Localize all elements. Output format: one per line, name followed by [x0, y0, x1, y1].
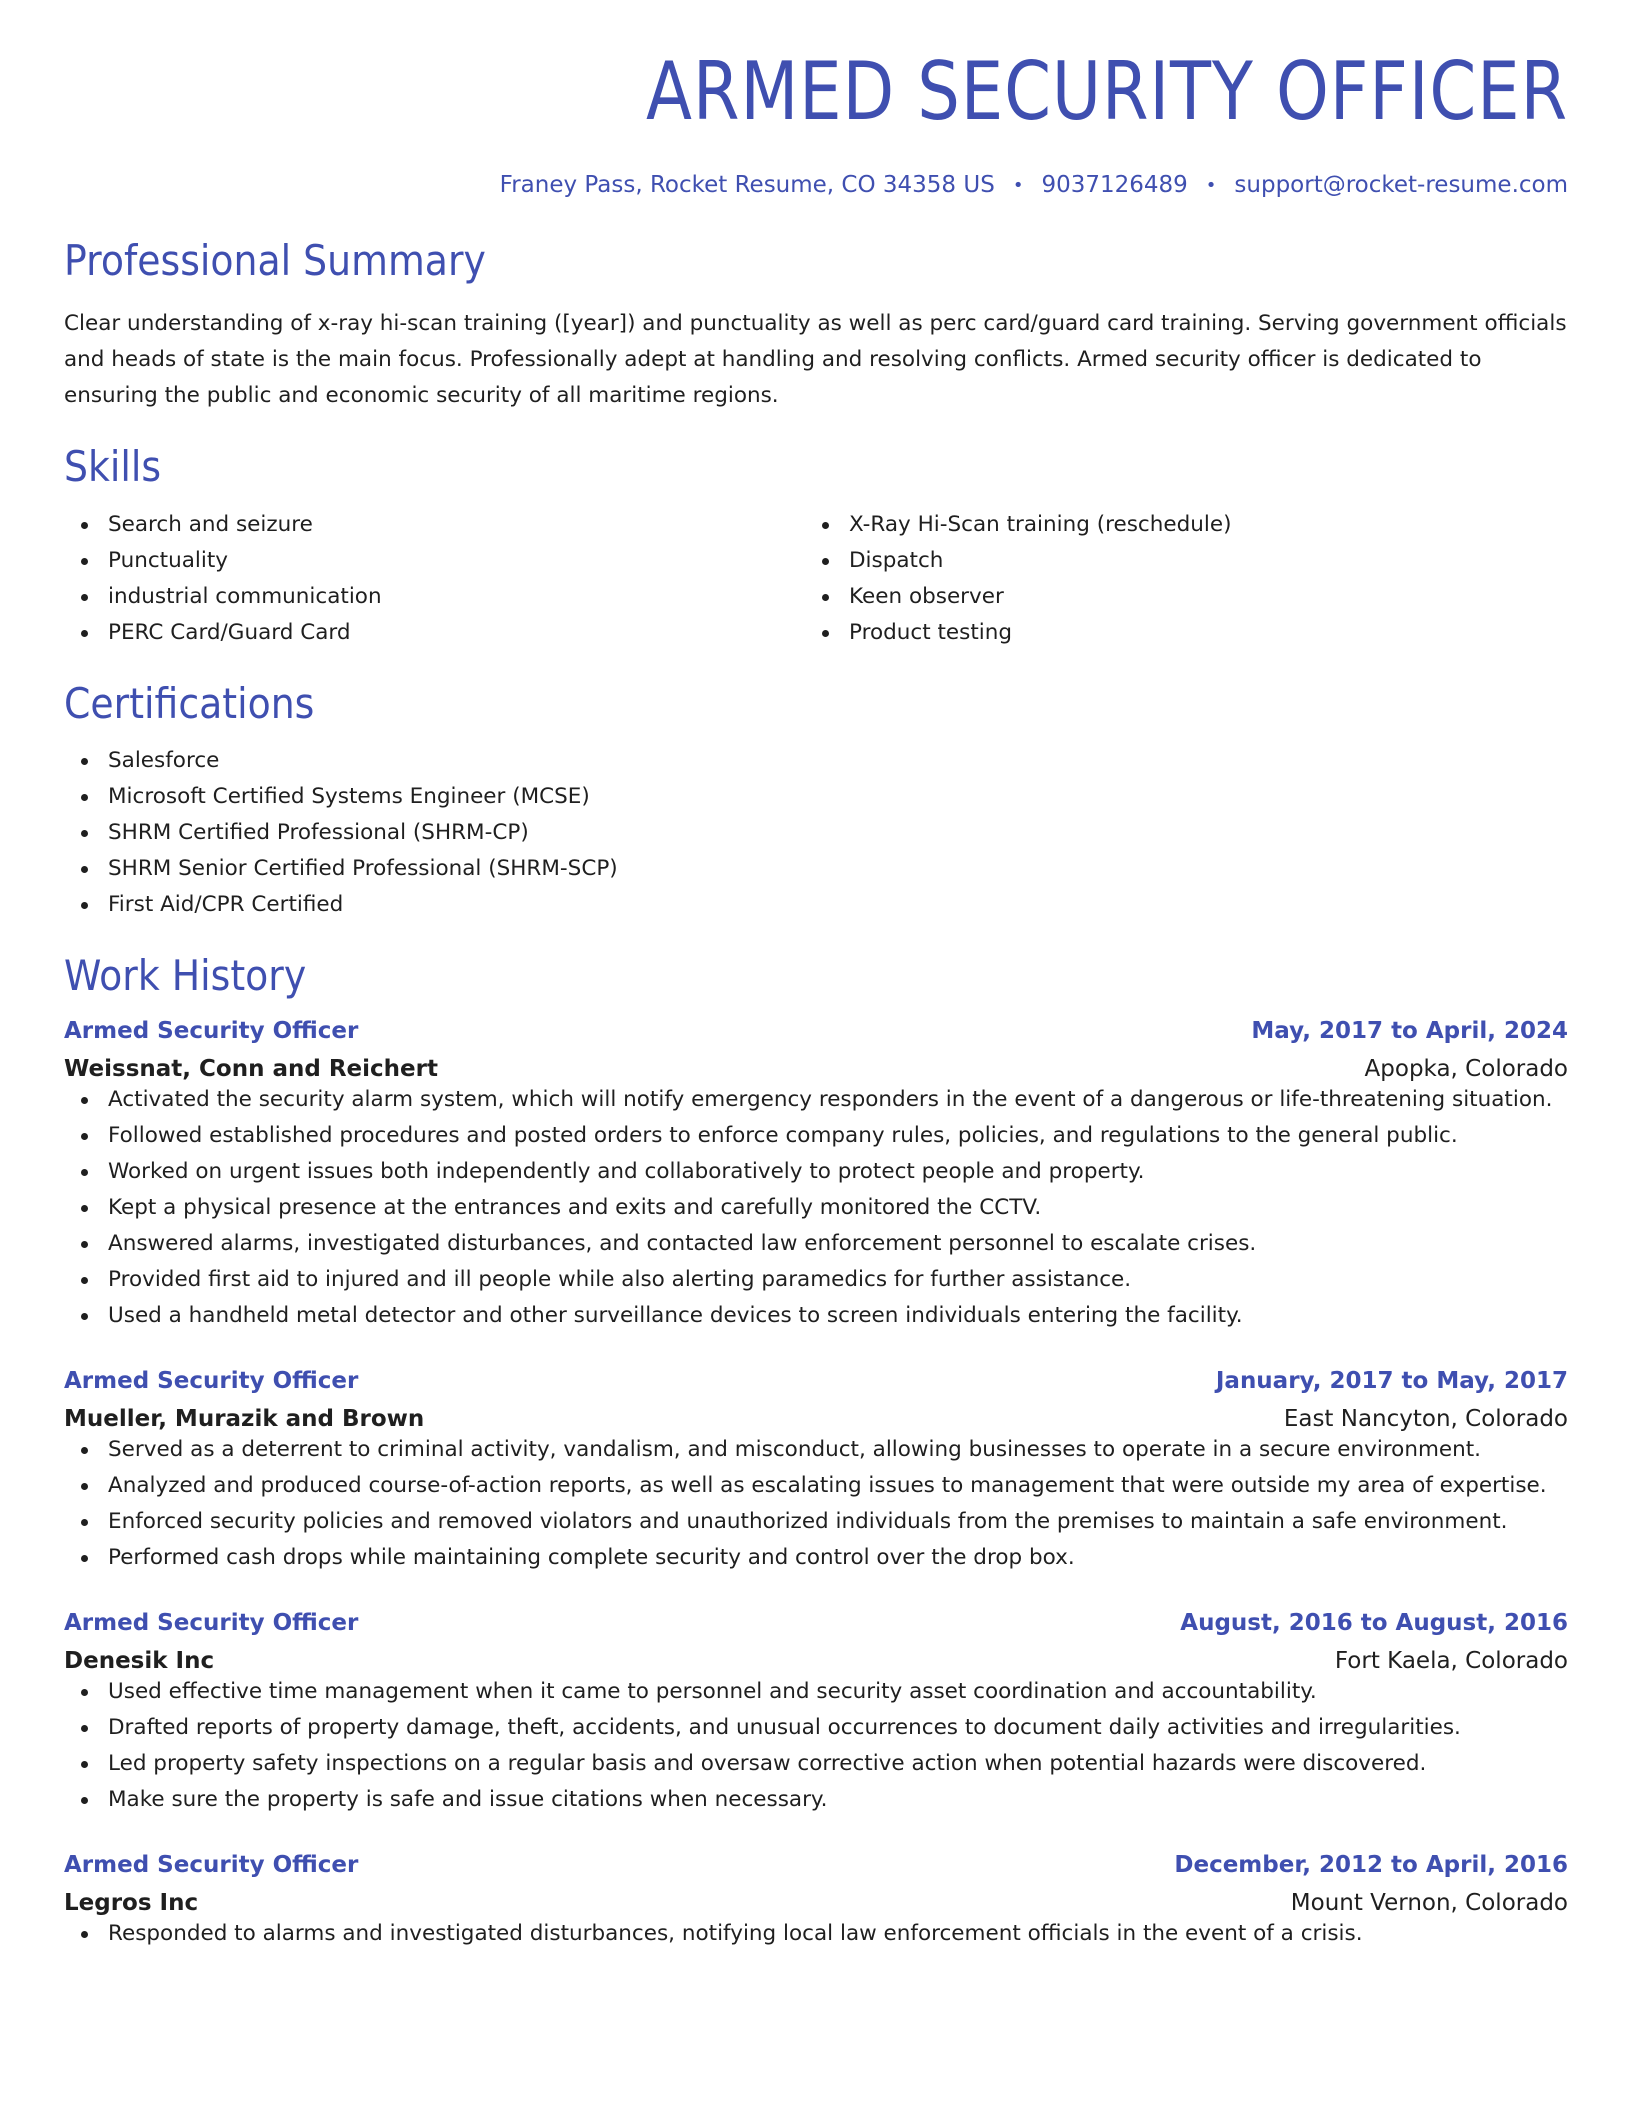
skill-item: PERC Card/Guard Card: [64, 615, 805, 651]
job-company: Legros Inc: [64, 1889, 199, 1916]
job-bullet: Provided first aid to injured and ill people while also alerting paramedics for further assistance.: [64, 1262, 1568, 1298]
contact-phone: 9037126489: [1041, 172, 1188, 198]
job-title: Armed Security Officer: [64, 1017, 359, 1044]
skill-item: industrial communication: [64, 579, 805, 615]
summary-section: [64, 236, 1568, 414]
certification-item: Salesforce: [64, 743, 1568, 779]
job-bullet: Led property safety inspections on a regular basis and oversaw corrective action when potential hazards were discovered.: [64, 1746, 1568, 1782]
job-title: Armed Security Officer: [64, 1367, 359, 1394]
work-history-heading: Work History: [64, 951, 307, 1001]
job-bullet: Followed established procedures and posted orders to enforce company rules, policies, and regulations to the general public.: [64, 1118, 1568, 1154]
job-bullet: Used a handheld metal detector and other surveillance devices to screen individuals entering the facility.: [64, 1298, 1568, 1334]
job-dates: December, 2012 to April, 2016: [1174, 1851, 1568, 1878]
job-title: Armed Security Officer: [64, 1851, 359, 1878]
skill-item: X-Ray Hi-Scan training (reschedule): [805, 507, 1546, 543]
job-entry: [64, 1368, 1568, 1576]
job-bullet: Drafted reports of property damage, theft, accidents, and unusual occurrences to document daily activities and irregularities.: [64, 1710, 1568, 1746]
job-bullet: Analyzed and produced course-of-action reports, as well as escalating issues to management that were outside my area of expertise.: [64, 1468, 1568, 1504]
job-bullet: Served as a deterrent to criminal activity, vandalism, and misconduct, allowing businesses to operate in a secure environment.: [64, 1432, 1568, 1468]
certification-item: SHRM Certified Professional (SHRM-CP): [64, 815, 1568, 851]
job-bullet: Used effective time management when it came to personnel and security asset coordination and accountability.: [64, 1674, 1568, 1710]
skills-heading: Skills: [64, 442, 162, 492]
skills-list-right: [805, 507, 1546, 651]
skill-item: Search and seizure: [64, 507, 805, 543]
job-bullet: Answered alarms, investigated disturbances, and contacted law enforcement personnel to escalate crises.: [64, 1226, 1568, 1262]
job-company: Mueller, Murazik and Brown: [64, 1405, 425, 1432]
job-bullets: [64, 1082, 1568, 1334]
summary-heading: Professional Summary: [64, 236, 486, 285]
job-bullet: Responded to alarms and investigated disturbances, notifying local law enforcement officials in the event of a crisis.: [64, 1916, 1568, 1952]
job-company: Denesik Inc: [64, 1647, 215, 1674]
skills-grid: [64, 507, 1568, 651]
certifications-list: [64, 743, 1568, 923]
job-dates: May, 2017 to April, 2024: [1251, 1017, 1568, 1044]
job-bullet: Performed cash drops while maintaining complete security and control over the drop box.: [64, 1540, 1568, 1576]
resume-name: ARMED SECURITY OFFICER: [646, 45, 1568, 138]
job-bullet: Enforced security policies and removed violators and unauthorized individuals from the premises to maintain a safe environment.: [64, 1504, 1568, 1540]
job-location: Apopka, Colorado: [1364, 1055, 1568, 1082]
job-bullet: Activated the security alarm system, which will notify emergency responders in the event of a dangerous or life-threatening situation.: [64, 1082, 1568, 1118]
job-entry: [64, 1018, 1568, 1334]
job-bullet: Make sure the property is safe and issue citations when necessary.: [64, 1782, 1568, 1818]
job-bullet: Worked on urgent issues both independently and collaboratively to protect people and property.: [64, 1154, 1568, 1190]
job-location: Mount Vernon, Colorado: [1290, 1889, 1568, 1916]
work-history-section: [64, 951, 1568, 1951]
job-title: Armed Security Officer: [64, 1609, 359, 1636]
job-entry: [64, 1852, 1568, 1952]
certification-item: First Aid/CPR Certified: [64, 887, 1568, 923]
job-company: Weissnat, Conn and Reichert: [64, 1055, 438, 1082]
job-bullets: [64, 1432, 1568, 1576]
skill-item: Dispatch: [805, 543, 1546, 579]
certification-item: SHRM Senior Certified Professional (SHRM-SCP): [64, 851, 1568, 887]
skill-item: Product testing: [805, 615, 1546, 651]
certifications-heading: Certifications: [64, 678, 315, 728]
contact-separator: •: [1012, 174, 1024, 196]
contact-address: Franey Pass, Rocket Resume, CO 34358 US: [499, 172, 995, 198]
job-location: East Nancyton, Colorado: [1283, 1405, 1568, 1432]
job-location: Fort Kaela, Colorado: [1334, 1647, 1568, 1674]
resume-header: [64, 0, 1568, 198]
contact-separator: •: [1205, 174, 1217, 196]
job-bullet: Kept a physical presence at the entrances and exits and carefully monitored the CCTV.: [64, 1190, 1568, 1226]
job-bullets: [64, 1916, 1568, 1952]
summary-text: Clear understanding of x-ray hi-scan training ([year]) and punctuality as well as perc card/guard card training. Serving government officials and heads of state is the main focus. Professionally adept at handling and resolving conflicts. Armed security officer is dedicated to ensuring the public and economic security of all maritime regions.: [64, 311, 1567, 409]
job-entry: [64, 1610, 1568, 1818]
skill-item: Keen observer: [805, 579, 1546, 615]
certifications-section: [64, 679, 1568, 923]
skills-section: [64, 442, 1568, 650]
certification-item: Microsoft Certified Systems Engineer (MCSE): [64, 779, 1568, 815]
skills-list-left: [64, 507, 805, 651]
contact-line: [64, 172, 1568, 198]
contact-email: support@rocket-resume.com: [1234, 172, 1568, 198]
job-dates: August, 2016 to August, 2016: [1180, 1609, 1568, 1636]
job-dates: January, 2017 to May, 2017: [1215, 1367, 1568, 1394]
skill-item: Punctuality: [64, 543, 805, 579]
job-bullets: [64, 1674, 1568, 1818]
